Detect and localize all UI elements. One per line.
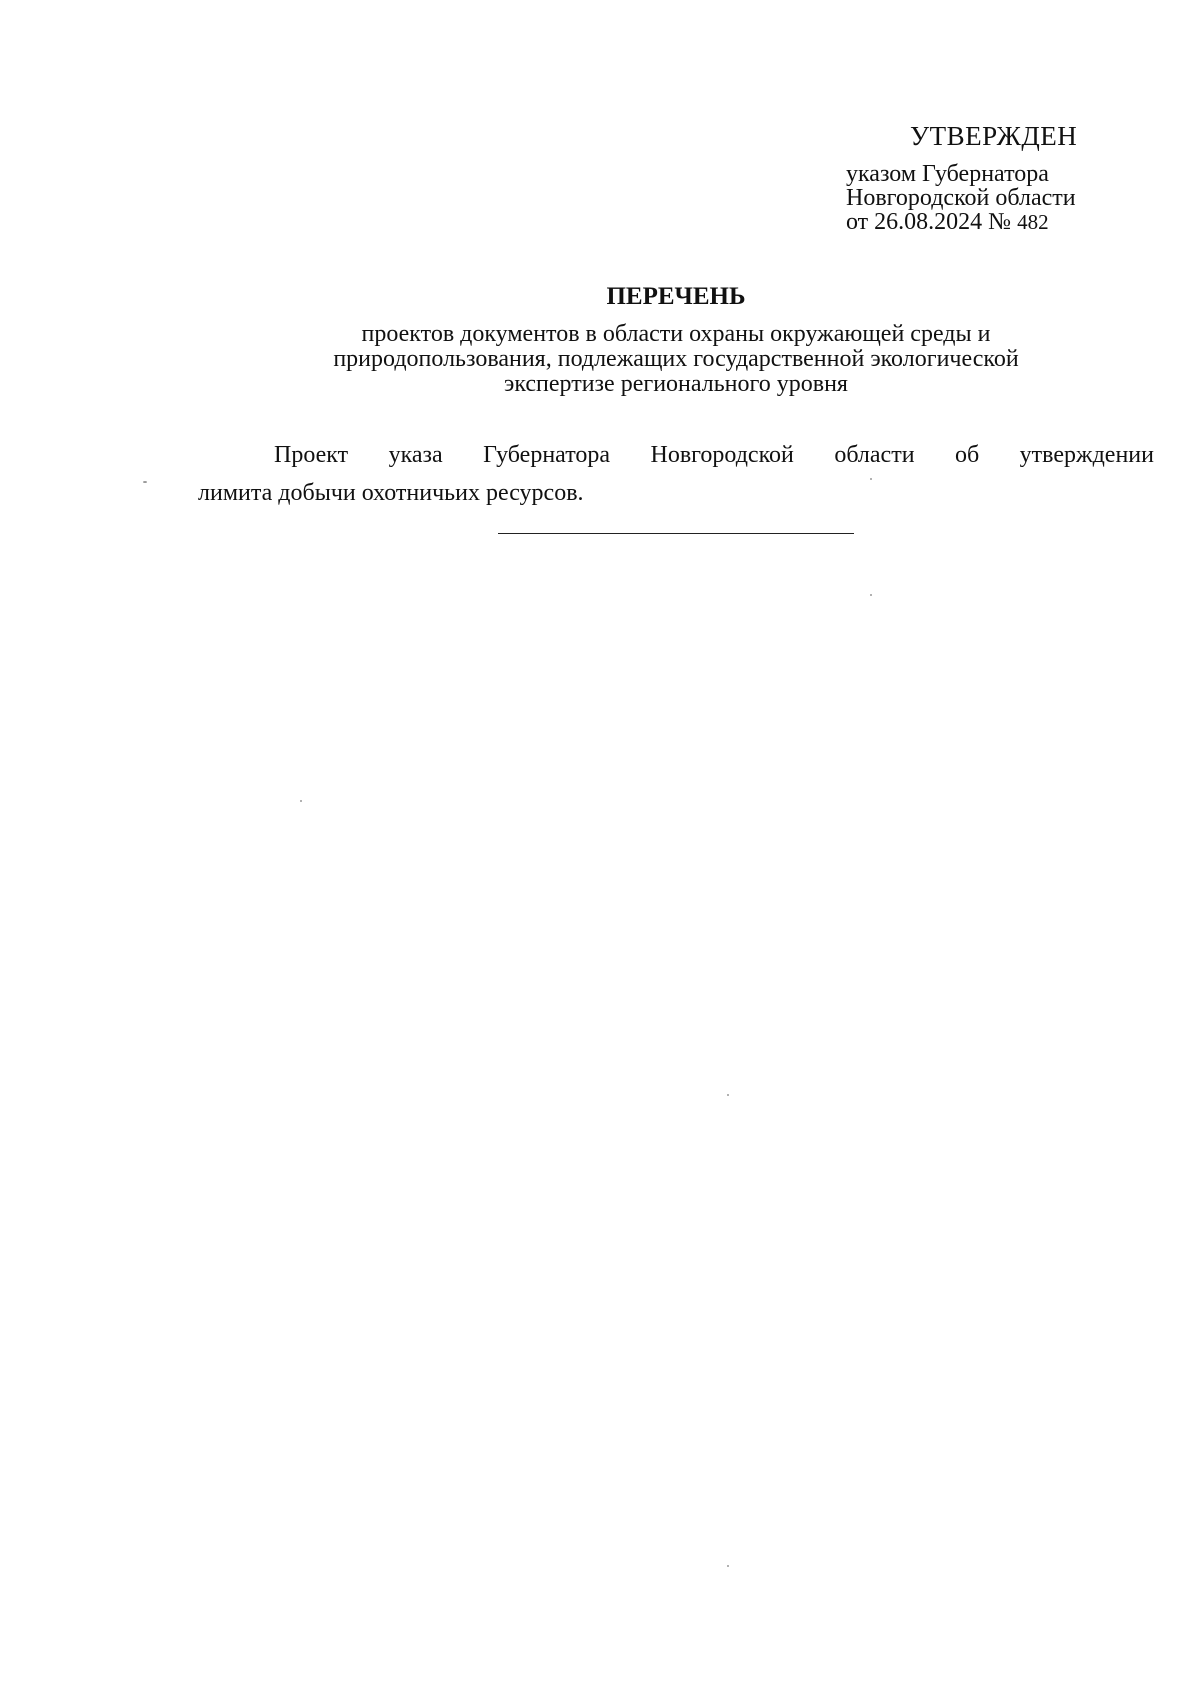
scan-speck xyxy=(727,1565,729,1567)
body-line: Проект указа Губернатора Новгородской области об утверждении xyxy=(274,442,1154,468)
subtitle-line: природопользования, подлежащих государственной экологической xyxy=(333,346,1019,372)
subtitle-line: проектов документов в области охраны окружающей среды и xyxy=(361,321,991,347)
body-line: лимита добычи охотничьих ресурсов. xyxy=(198,480,584,506)
document-title: ПЕРЕЧЕНЬ xyxy=(606,283,746,310)
scan-speck xyxy=(300,800,302,802)
scan-speck xyxy=(143,481,147,483)
approval-line-decree: указом Губернатора xyxy=(846,161,1049,187)
scan-speck xyxy=(870,594,872,596)
scan-speck xyxy=(727,1094,729,1096)
scan-speck xyxy=(870,478,872,480)
approval-number: 482 xyxy=(1017,210,1049,234)
approval-block xyxy=(846,162,1076,234)
approval-date: от 26.08.2024 № xyxy=(846,209,1012,235)
body-paragraph xyxy=(198,436,1154,512)
approval-line-region: Новгородской области xyxy=(846,185,1076,211)
end-divider xyxy=(498,533,854,534)
subtitle-line: экспертизе регионального уровня xyxy=(504,371,848,397)
document-subtitle xyxy=(200,322,1152,397)
approval-line-date xyxy=(846,210,1076,234)
approval-title: УТВЕРЖДЕН xyxy=(910,121,1078,151)
